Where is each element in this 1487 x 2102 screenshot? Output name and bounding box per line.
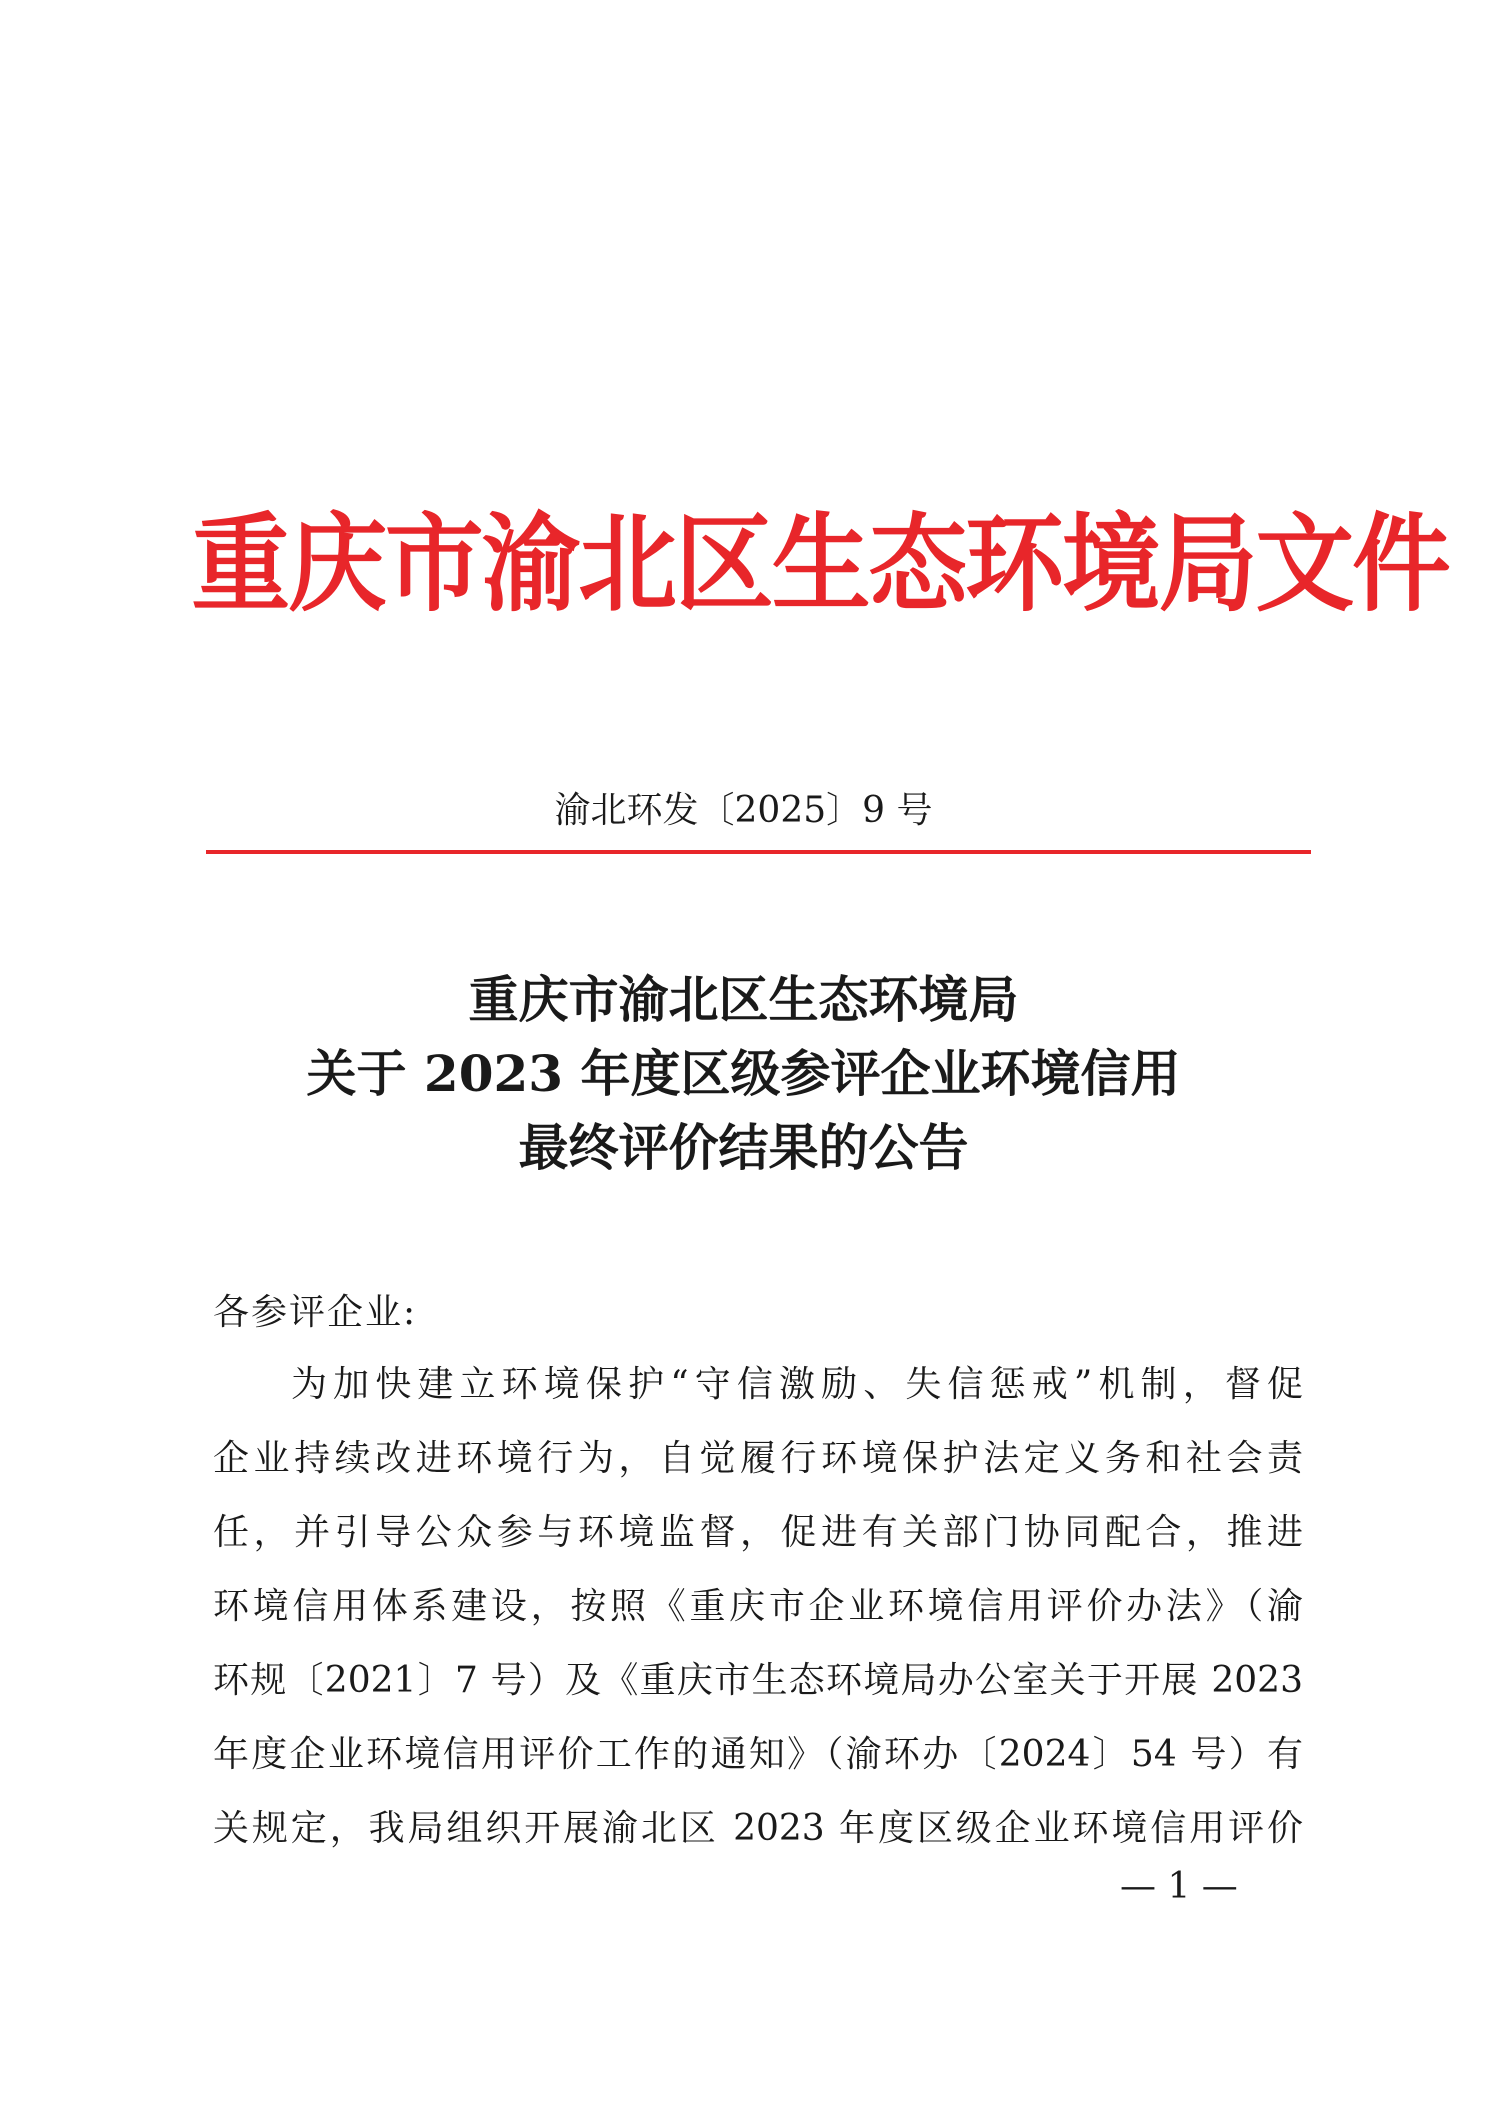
- body-line: 环境信用体系建设，按照《重庆市企业环境信用评价办法》（渝: [213, 1586, 1303, 1627]
- page-number: — 1 —: [1120, 1866, 1238, 1907]
- body-line: 年度企业环境信用评价工作的通知》（渝环办〔2024〕54 号）有: [213, 1734, 1303, 1775]
- masthead-title: 重庆市渝北区生态环境局文件: [191, 503, 1449, 626]
- salutation: 各参评企业:: [213, 1292, 418, 1333]
- body-line: 为加快建立环境保护“守信激励、失信惩戒”机制，督促: [291, 1364, 1303, 1405]
- document-number: 渝北环发〔2025〕9 号: [554, 790, 933, 831]
- body-line: 环规〔2021〕7 号）及《重庆市生态环境局办公室关于开展 2023: [213, 1660, 1303, 1701]
- title-line-2: 关于 2023 年度区级参评企业环境信用: [306, 1044, 1181, 1103]
- body-paragraph: [213, 1360, 1303, 1878]
- body-line: 企业持续改进环境行为，自觉履行环境保护法定义务和社会责: [213, 1438, 1303, 1479]
- title-line-3: 最终评价结果的公告: [518, 1118, 969, 1177]
- document-title: [0, 963, 1487, 1185]
- body-line: 任，并引导公众参与环境监督，促进有关部门协同配合，推进: [213, 1512, 1303, 1553]
- body-line: 关规定，我局组织开展渝北区 2023 年度区级企业环境信用评价: [213, 1808, 1303, 1849]
- title-line-1: 重庆市渝北区生态环境局: [468, 970, 1019, 1029]
- red-separator-line: [206, 850, 1311, 854]
